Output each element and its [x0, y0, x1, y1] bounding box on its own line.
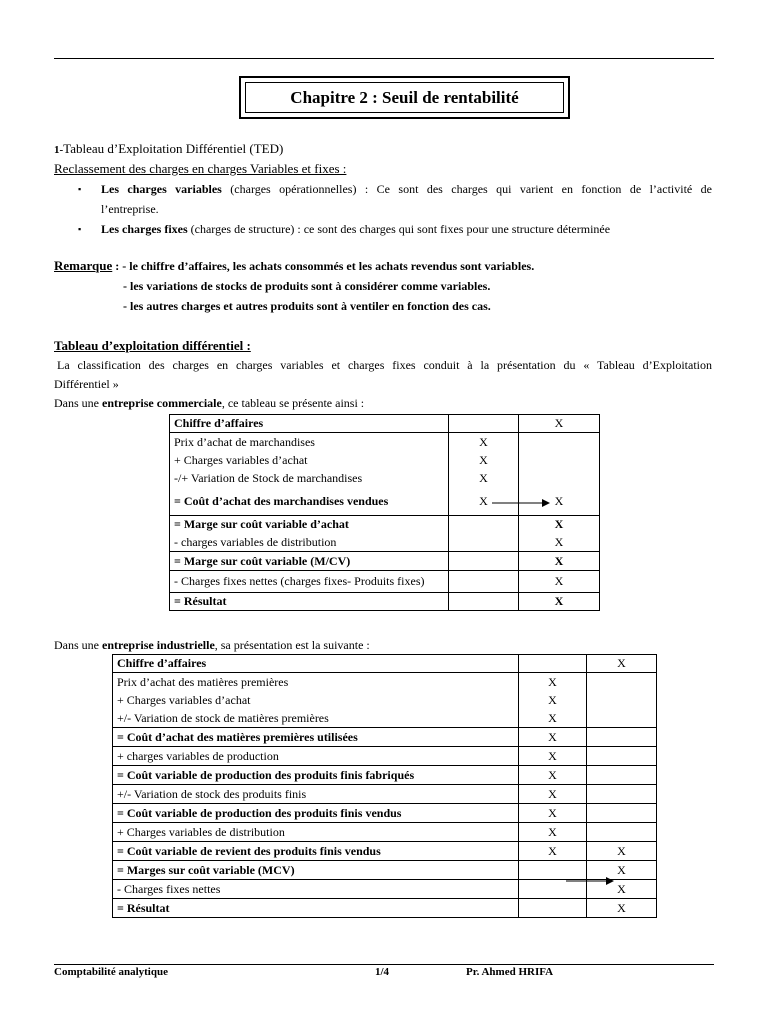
- row-label: +/- Variation de stock des produits finis: [113, 785, 519, 804]
- row-label: + Charges variables de distribution: [113, 823, 519, 842]
- table-row: [113, 842, 657, 861]
- row-value-col1: [519, 655, 587, 673]
- table-row: [113, 710, 657, 728]
- row-value-col2: X: [587, 842, 657, 861]
- table-row: [170, 552, 600, 571]
- row-value-col1: X: [519, 785, 587, 804]
- row-value-col1: X: [449, 488, 519, 516]
- row-value-col1: X: [449, 433, 519, 452]
- row-label: + charges variables de production: [113, 747, 519, 766]
- bullet-text: (charges opérationnelles) : Ce sont des charges qui varient en fonction de l’activité de: [230, 182, 712, 196]
- table-row: [113, 785, 657, 804]
- row-label: = Coût variable de revient des produits finis vendus: [113, 842, 519, 861]
- row-value-col1: X: [519, 710, 587, 728]
- remarque-line: - les variations de stocks de produits sont à considérer comme variables.: [123, 279, 491, 293]
- row-label: - Charges fixes nettes (charges fixes- Produits fixes): [170, 571, 449, 593]
- row-label: = Marge sur coût variable (M/CV): [170, 552, 449, 571]
- row-label: = Résultat: [113, 899, 519, 918]
- row-value-col2: X: [519, 516, 600, 534]
- row-label: = Coût d’achat des marchandises vendues: [170, 488, 449, 516]
- row-value-col2: [587, 692, 657, 710]
- bullet-marker: ▪: [78, 224, 82, 234]
- commercial-ted-table: [169, 414, 600, 611]
- row-value-col2: [519, 433, 600, 452]
- row-label: + Charges variables d’achat: [113, 692, 519, 710]
- row-value-col1: X: [519, 747, 587, 766]
- industrial-intro: [54, 636, 370, 655]
- table-row: [113, 728, 657, 747]
- footer-rule: [54, 964, 714, 965]
- bullet-charges-variables: [101, 180, 712, 199]
- row-value-col2: [587, 766, 657, 785]
- row-value-col1: [449, 571, 519, 593]
- row-value-col2: [519, 470, 600, 488]
- row-label: +/- Variation de stock de matières premières: [113, 710, 519, 728]
- remarque: [54, 258, 534, 274]
- row-value-col2: X: [587, 861, 657, 880]
- row-label: Prix d’achat de marchandises: [170, 433, 449, 452]
- chapter-title-box: [239, 76, 570, 119]
- table-row: [170, 452, 600, 470]
- row-value-col1: [519, 899, 587, 918]
- section-heading: [54, 141, 283, 157]
- intro-bold: entreprise industrielle: [102, 638, 215, 652]
- table-row: [113, 655, 657, 673]
- arrow-icon: [566, 874, 616, 888]
- intro-text: , ce tableau se présente ainsi :: [221, 396, 365, 410]
- table-row: [113, 823, 657, 842]
- row-value-col1: X: [519, 692, 587, 710]
- row-value-col2: [587, 804, 657, 823]
- arrow-icon: [492, 496, 552, 510]
- row-value-col1: X: [519, 823, 587, 842]
- row-value-col2: [587, 747, 657, 766]
- row-value-col1: X: [519, 804, 587, 823]
- row-value-col2: [587, 785, 657, 804]
- row-value-col2: [587, 728, 657, 747]
- row-value-col2: [587, 823, 657, 842]
- row-label: Prix d’achat des matières premières: [113, 673, 519, 692]
- row-value-col1: [449, 415, 519, 433]
- table-row: [170, 593, 600, 611]
- row-value-col2: X: [519, 571, 600, 593]
- ted-heading: Tableau d’exploitation différentiel :: [54, 338, 251, 353]
- row-value-col1: [449, 552, 519, 571]
- table-row: [170, 470, 600, 488]
- section-number: 1-: [54, 144, 64, 156]
- remarque-line: : - le chiffre d’affaires, les achats consommés et les achats revendus sont variables.: [115, 259, 535, 273]
- row-value-col1: X: [519, 728, 587, 747]
- table-row: [170, 415, 600, 433]
- row-value-col2: X: [519, 593, 600, 611]
- top-rule: [54, 58, 714, 59]
- row-label: - Charges fixes nettes: [113, 880, 519, 899]
- row-value-col2: [587, 673, 657, 692]
- ted-intro-continued: Différentiel »: [54, 377, 119, 391]
- ted-intro: La classification des charges en charges variables et charges fixes conduit à la présentation du « Tableau d’Exploitation: [57, 358, 712, 372]
- table-row: [113, 692, 657, 710]
- bullet-charges-fixes: [101, 220, 610, 239]
- intro-bold: entreprise commerciale: [102, 396, 222, 410]
- table-row: [113, 673, 657, 692]
- row-value-col1: X: [519, 673, 587, 692]
- row-label: = Résultat: [170, 593, 449, 611]
- row-value-col2: X: [587, 880, 657, 899]
- row-value-col2: X: [519, 552, 600, 571]
- row-value-col1: X: [449, 452, 519, 470]
- bullet-text: (charges de structure) : ce sont des charges qui sont fixes pour une structure déterminée: [190, 222, 611, 236]
- bullet-marker: ▪: [78, 184, 82, 194]
- row-label: Chiffre d’affaires: [113, 655, 519, 673]
- table-row: [170, 571, 600, 593]
- intro-text: , sa présentation est la suivante :: [214, 638, 370, 652]
- table-row: [170, 516, 600, 534]
- chapter-title: Chapitre 2 : Seuil de rentabilité: [245, 82, 564, 113]
- table-row: [113, 899, 657, 918]
- row-value-col2: X: [587, 899, 657, 918]
- bullet-term: Les charges variables: [101, 182, 222, 196]
- row-label: = Coût variable de production des produits finis fabriqués: [113, 766, 519, 785]
- intro-text: Dans une: [54, 396, 102, 410]
- remarque-label: Remarque: [54, 258, 113, 273]
- section-title: Tableau d’Exploitation Différentiel (TED): [63, 141, 284, 156]
- row-value-col2: X: [587, 655, 657, 673]
- row-label: = Coût variable de production des produits finis vendus: [113, 804, 519, 823]
- row-label: -/+ Variation de Stock de marchandises: [170, 470, 449, 488]
- table-row: [113, 766, 657, 785]
- footer-author: Pr. Ahmed HRIFA: [466, 966, 554, 978]
- row-label: Chiffre d’affaires: [170, 415, 449, 433]
- table-row: [170, 433, 600, 452]
- table-row: [170, 534, 600, 552]
- row-value-col1: [449, 534, 519, 552]
- row-value-col1: X: [519, 766, 587, 785]
- commercial-intro: [54, 394, 364, 413]
- subsection-title: Reclassement des charges en charges Variables et fixes :: [54, 161, 347, 176]
- row-label: = Marge sur coût variable d’achat: [170, 516, 449, 534]
- row-value-col1: [449, 593, 519, 611]
- row-label: = Marges sur coût variable (MCV): [113, 861, 519, 880]
- bullet-term: Les charges fixes: [101, 222, 188, 236]
- row-value-col2: X: [519, 534, 600, 552]
- table-row: [113, 804, 657, 823]
- row-label: + Charges variables d’achat: [170, 452, 449, 470]
- row-label: - charges variables de distribution: [170, 534, 449, 552]
- row-label: = Coût d’achat des matières premières utilisées: [113, 728, 519, 747]
- row-value-col1: X: [449, 470, 519, 488]
- footer-course: Comptabilité analytique: [54, 966, 168, 978]
- intro-text: Dans une: [54, 638, 102, 652]
- remarque-line: - les autres charges et autres produits sont à ventiler en fonction des cas.: [123, 299, 491, 313]
- row-value-col2: X: [519, 415, 600, 433]
- row-value-col2: [587, 710, 657, 728]
- table-row: [113, 747, 657, 766]
- bullet-text-continued: l’entreprise.: [101, 202, 159, 216]
- row-value-col1: [449, 516, 519, 534]
- footer-page-number: 1/4: [375, 966, 390, 978]
- row-value-col2: [519, 452, 600, 470]
- row-value-col1: X: [519, 842, 587, 861]
- row-value-col2: X: [519, 488, 600, 516]
